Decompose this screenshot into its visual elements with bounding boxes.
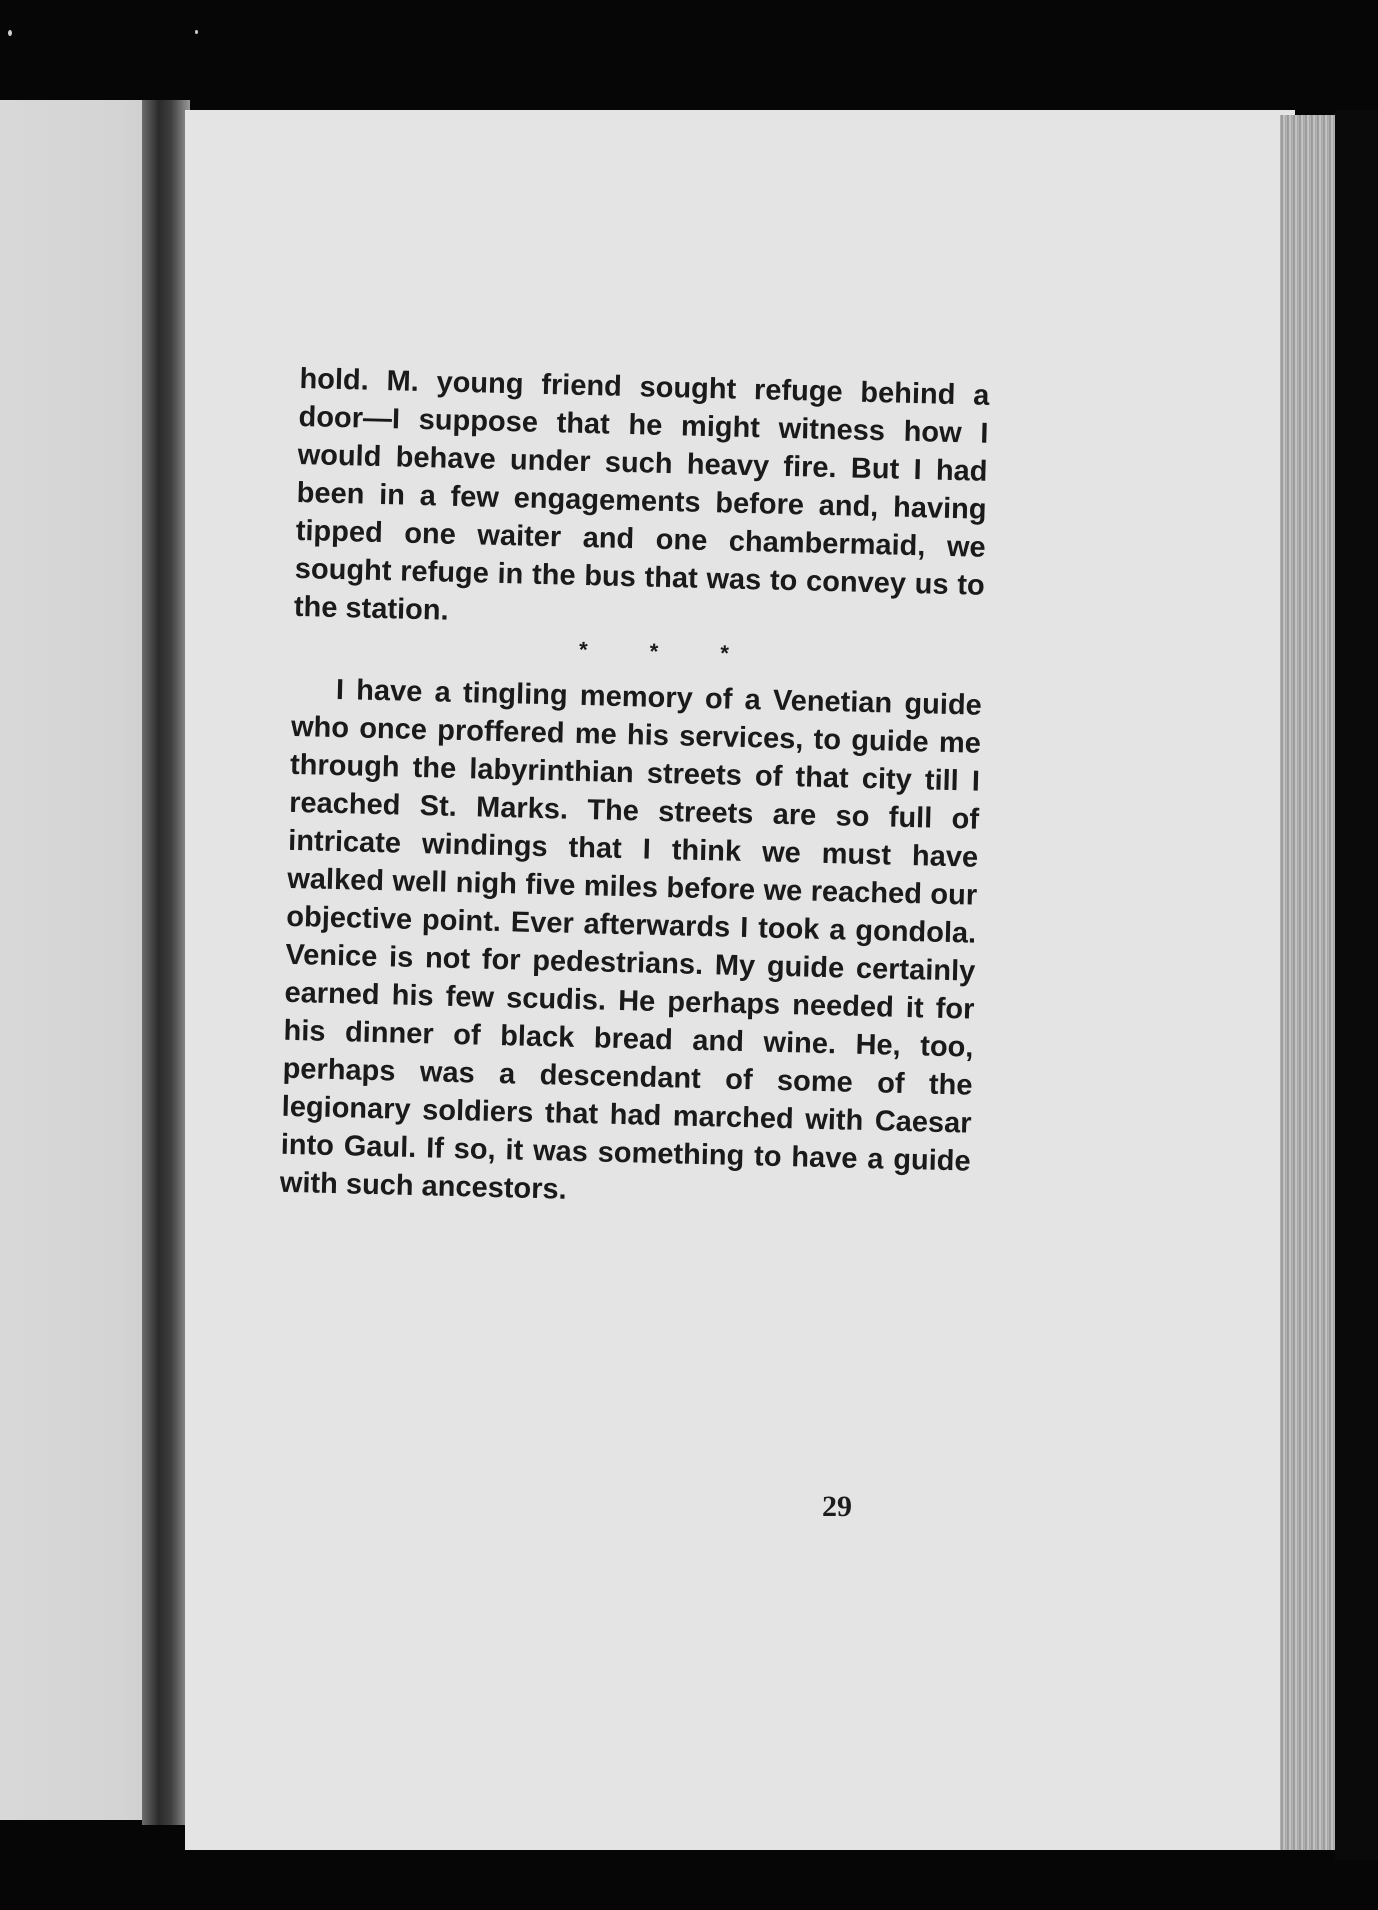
- paragraph-2: I have a tingling memory of a Venetian guide who once proffered me his services, to guide me through the labyrinthian streets of that city till I reached St. Marks. The streets are so full of intricate windings that I think we must have walked well nigh five miles before we reached our objective point. Ever afterwards I took a gondola. Venice is not for pedestrians. My guide certainly earned his few scudis. He perhaps needed it for his dinner of black bread and wine. He, too, perhaps was a descendant of some of the legionary soldiers that had marched with Caesar into Gaul. If so, it was something to have a guide with such ancestors.: [279, 673, 983, 1206]
- book-gutter: [142, 100, 190, 1825]
- page-number: 29: [822, 1490, 852, 1523]
- dust-speck: [8, 30, 12, 36]
- page-edges: [1280, 115, 1335, 1850]
- section-separator: * * *: [578, 636, 758, 667]
- body-text: [279, 360, 989, 1219]
- scan-border: [1335, 110, 1378, 1860]
- paragraph-1: hold. M. young friend sought refuge behind a door—I suppose that he might witness how I would behave under such heavy fire. But I had been in a few engagements before and, having tipped one waiter and one chambermaid, we sought refuge in the bus that was to convey us to the station.: [293, 362, 990, 627]
- left-page-fragment: [0, 100, 150, 1820]
- dust-speck: [195, 30, 198, 34]
